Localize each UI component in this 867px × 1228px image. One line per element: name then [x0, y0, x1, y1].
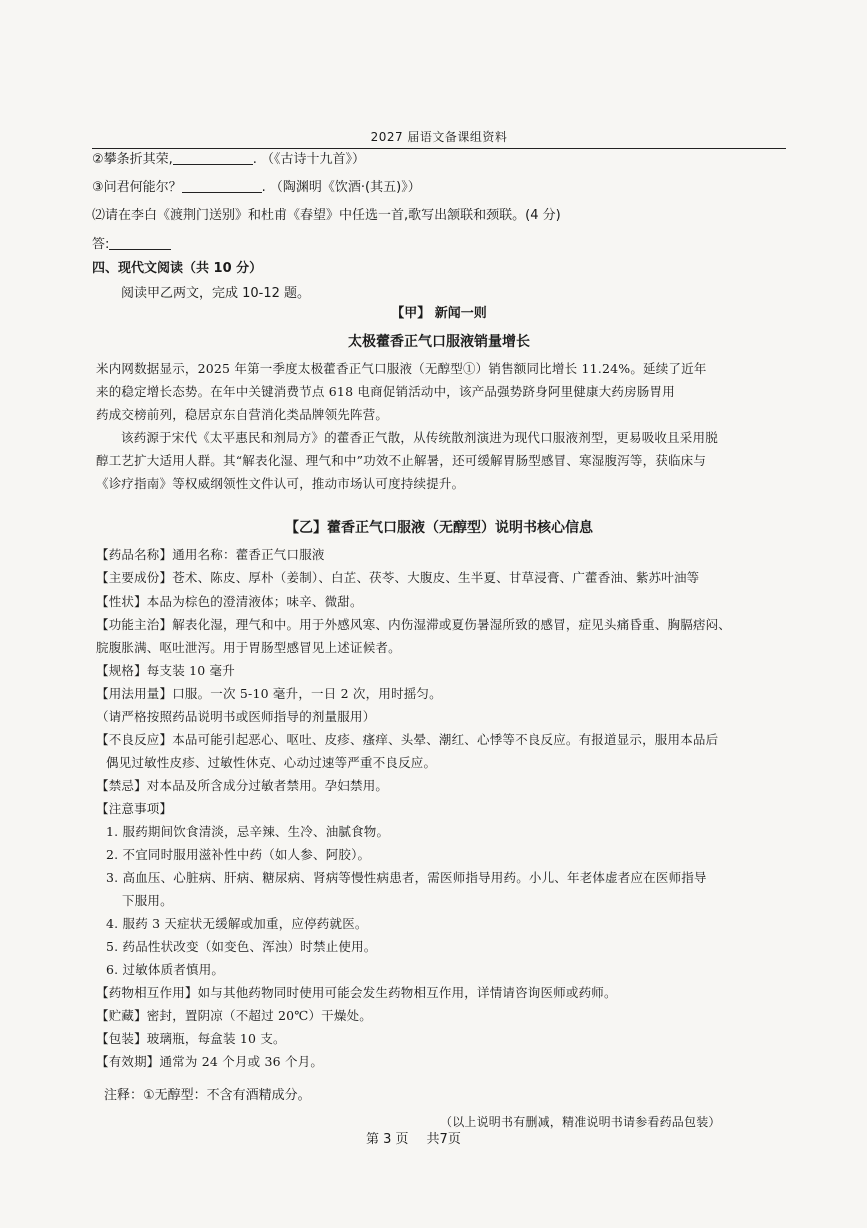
leaflet-line: 【有效期】通常为 24 个月或 36 个月。 — [96, 1054, 324, 1069]
jia-paragraph-2-line: 《诊疗指南》等权威纲领性文件认可，推动市场认可度持续提升。 — [96, 476, 465, 491]
leaflet-line: 【注意事项】 — [96, 801, 173, 816]
page-header: 2027 届语文备课组资料 — [92, 128, 786, 149]
page-number: 第 3 页 — [366, 1132, 409, 1147]
answer-blank[interactable] — [109, 237, 171, 250]
leaflet-line: 脘腹胀满、呕吐泄泻。用于胃肠型感冒见上述证候者。 — [96, 640, 401, 655]
section-title: 四、现代文阅读（共 10 分） — [92, 261, 263, 276]
leaflet-line: 【功能主治】解表化湿，理气和中。用于外感风寒、内伤湿滞或夏伤暑湿所致的感冒，症见头痛昏重、胸膈痞闷、 — [96, 617, 732, 632]
leaflet-line: 5. 药品性状改变（如变色、浑浊）时禁止使用。 — [106, 939, 377, 954]
jia-title: 太极藿香正气口服液销量增长 — [348, 334, 530, 350]
poetry-line-3-source: . （陶渊明《饮酒·(其五)》） — [261, 180, 421, 195]
leaflet-line: 6. 过敏体质者慎用。 — [106, 962, 225, 977]
jia-paragraph-1-line: 来的稳定增长态势。在年中关键消费节点 618 电商促销活动中，该产品强势跻身阿里健康大药房肠胃用 — [96, 384, 675, 399]
poetry-line-2-text: ②攀条折其荣, — [92, 152, 173, 167]
leaflet-line: （请严格按照药品说明书或医师指导的剂量服用） — [96, 709, 376, 724]
leaflet-line: 【规格】每支装 10 毫升 — [96, 663, 235, 678]
page-footer — [366, 1132, 461, 1148]
leaflet-line: 偶见过敏性皮疹、过敏性休克、心动过速等严重不良反应。 — [106, 755, 437, 770]
answer-line — [92, 237, 171, 253]
jia-paragraph-2-line: 该药源于宋代《太平惠民和剂局方》的藿香正气散，从传统散剂演进为现代口服液剂型，更易吸收且采用脱 — [121, 430, 718, 445]
disclaimer: （以上说明书有删减，精准说明书请参看药品包装） — [440, 1115, 721, 1129]
leaflet-line: 【主要成份】苍术、陈皮、厚朴（姜制）、白芷、茯苓、大腹皮、生半夏、甘草浸膏、广藿香油、紫苏叶油等 — [96, 570, 700, 585]
leaflet-line: 【药品名称】通用名称：藿香正气口服液 — [96, 547, 325, 562]
footnote: 注释：①无醇型：不含有酒精成分。 — [104, 1088, 311, 1103]
leaflet-line: 【禁忌】对本品及所含成分过敏者禁用。孕妇禁用。 — [96, 778, 389, 793]
leaflet-line: 3. 高血压、心脏病、肝病、糖尿病、肾病等慢性病患者，需医师指导用药。小儿、年老体虚者应在医师指导 — [106, 870, 707, 885]
leaflet-line: 4. 服药 3 天症状无缓解或加重，应停药就医。 — [106, 916, 368, 931]
answer-blank[interactable] — [182, 180, 262, 193]
leaflet-line: 【药物相互作用】如与其他药物同时使用可能会发生药物相互作用，详情请咨询医师或药师。 — [96, 985, 617, 1000]
question-2: ⑵请在李白《渡荆门送别》和杜甫《春望》中任选一首,歌写出颔联和颈联。(4 分) — [92, 208, 561, 223]
answer-label: 答: — [92, 237, 110, 252]
yi-title: 【乙】藿香正气口服液（无醇型）说明书核心信息 — [285, 520, 593, 536]
page-total: 共7页 — [426, 1132, 461, 1147]
leaflet-line: 2. 不宜同时服用滋补性中药（如人参、阿胶）。 — [106, 847, 371, 862]
poetry-line-2-source: . （《古诗十九首》） — [252, 152, 366, 167]
leaflet-line: 1. 服药期间饮食清淡，忌辛辣、生冷、油腻食物。 — [106, 824, 390, 839]
jia-paragraph-2-line: 醇工艺扩大适用人群。其“解表化湿、理气和中”功效不止解暑，还可缓解胃肠型感冒、寒湿腹泻等，获临床与 — [96, 453, 707, 468]
answer-blank[interactable] — [173, 152, 253, 165]
jia-paragraph-1-line: 米内网数据显示，2025 年第一季度太极藿香正气口服液（无醇型①）销售额同比增长 11.24%。延续了近年 — [96, 361, 707, 376]
leaflet-line: 【不良反应】本品可能引起恶心、呕吐、皮疹、瘙痒、头晕、潮红、心悸等不良反应。有报道显示，服用本品后 — [96, 732, 719, 747]
leaflet-line: 【贮藏】密封，置阴凉（不超过 20℃）干燥处。 — [96, 1008, 372, 1023]
leaflet-line: 【包装】玻璃瓶，每盒装 10 支。 — [96, 1031, 286, 1046]
poetry-line-2 — [92, 152, 365, 168]
jia-paragraph-1-line: 药成交榜前列，稳居京东自营消化类品牌领先阵营。 — [96, 407, 389, 422]
leaflet-line: 【用法用量】口服。一次 5-10 毫升，一日 2 次，用时摇匀。 — [96, 686, 442, 701]
section-instruction: 阅读甲乙两文，完成 10-12 题。 — [121, 286, 311, 301]
poetry-line-3-text: ③问君何能尔？ — [92, 180, 182, 195]
leaflet-line: 【性状】本品为棕色的澄清液体；味辛、微甜。 — [96, 594, 363, 609]
leaflet-line: 下服用。 — [122, 893, 173, 908]
jia-label: 【甲】 新闻一则 — [391, 306, 487, 321]
poetry-line-3 — [92, 180, 421, 196]
